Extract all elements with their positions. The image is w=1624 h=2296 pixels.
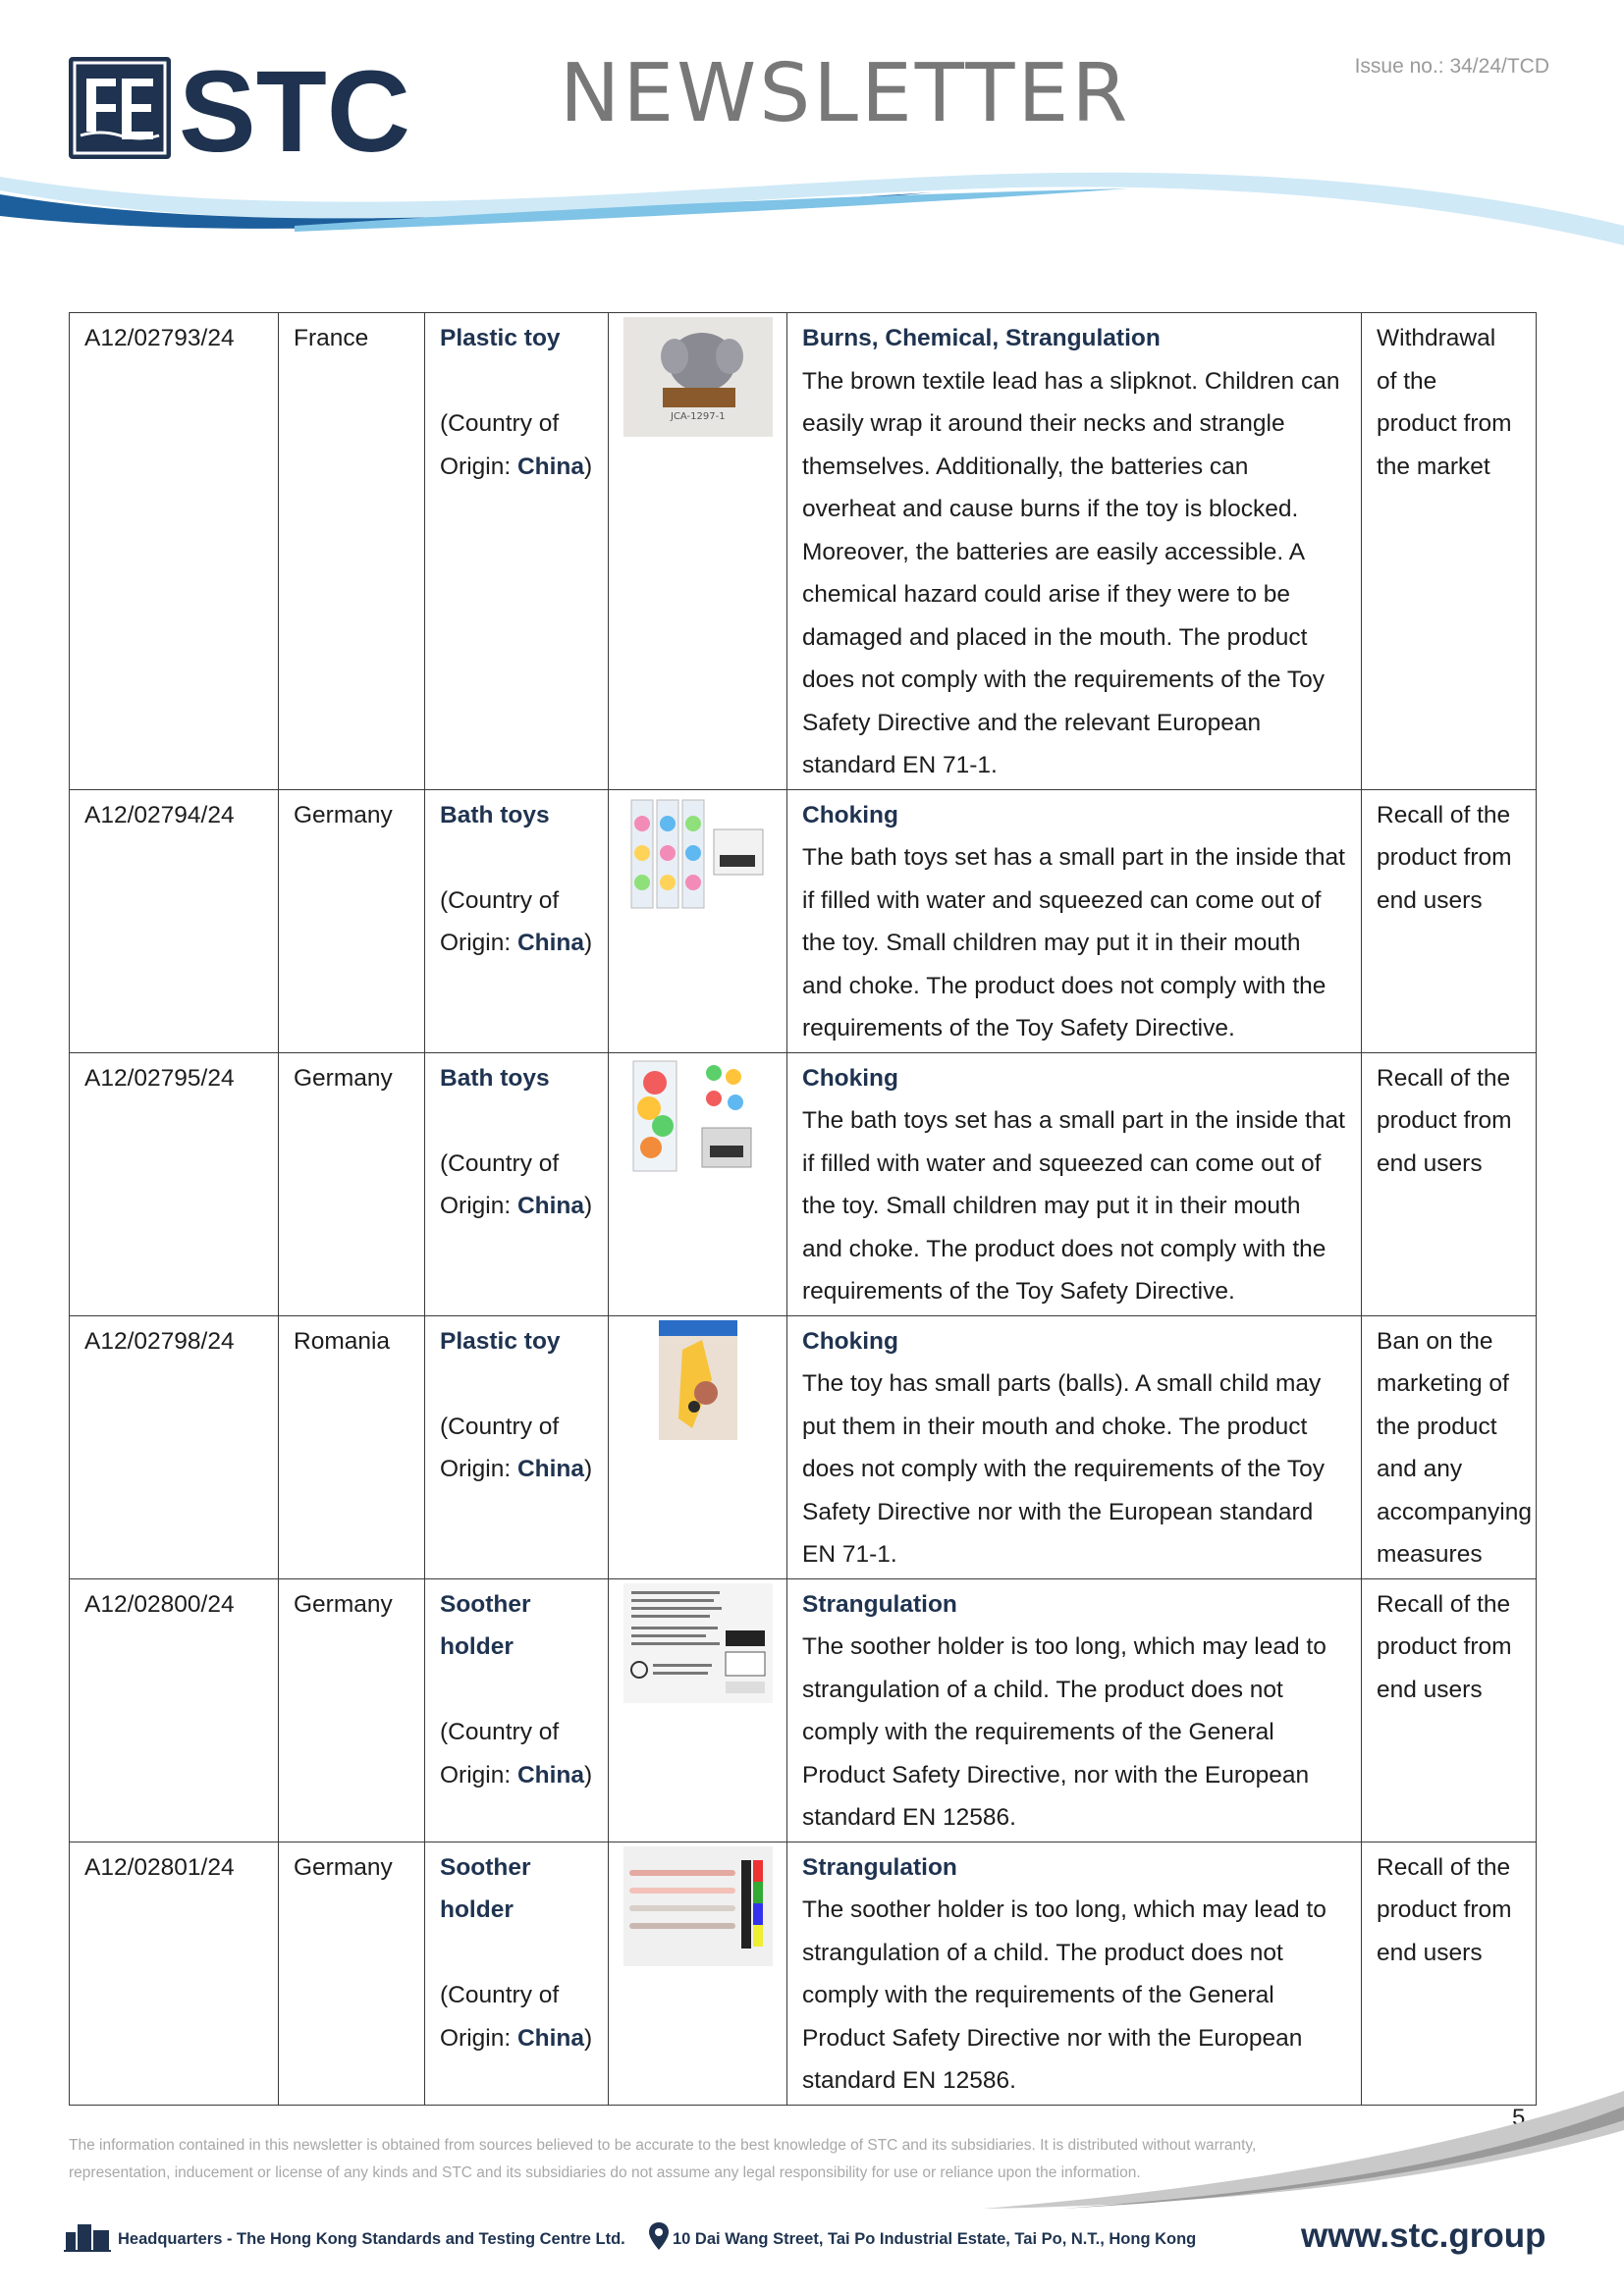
product-photo-cell bbox=[609, 1578, 787, 1842]
risk-description: The soother holder is too long, which may lead to strangulation of a child. The product does not comply with the requirements of the General Product Safety Directive, nor with the European standard EN 12586. bbox=[802, 1633, 1326, 1831]
risk-type: Strangulation bbox=[802, 1590, 957, 1618]
table-row bbox=[70, 1842, 1537, 2105]
risk-type: Choking bbox=[802, 1327, 898, 1355]
origin-close: ) bbox=[584, 2024, 593, 2052]
soother-holder-clips-photo bbox=[623, 1846, 773, 1966]
table-row bbox=[70, 1578, 1537, 1842]
origin-label: (Country of Origin: bbox=[440, 1149, 560, 1219]
product-name: Soother holder bbox=[440, 1590, 531, 1660]
product-photo-cell bbox=[609, 1052, 787, 1315]
origin-label: (Country of Origin: bbox=[440, 410, 560, 480]
grey-elephant-plush-toy-photo bbox=[623, 317, 773, 437]
product-cell bbox=[425, 789, 609, 1052]
notifying-country: Germany bbox=[279, 1578, 425, 1842]
table-row bbox=[70, 789, 1537, 1052]
bath-toys-tubes-photo bbox=[623, 794, 773, 914]
measures-taken: Recall of the product from end users bbox=[1362, 1842, 1537, 2105]
product-photo-cell bbox=[609, 313, 787, 790]
reference-number: A12/02794/24 bbox=[70, 789, 279, 1052]
bath-toys-colorful-photo bbox=[623, 1057, 773, 1177]
origin-country: China bbox=[516, 1456, 585, 1482]
risk-type: Burns, Chemical, Strangulation bbox=[802, 325, 1161, 351]
risk-cell bbox=[787, 1052, 1362, 1315]
origin-country: China bbox=[516, 930, 585, 956]
notifying-country: Germany bbox=[279, 789, 425, 1052]
risk-cell bbox=[787, 1842, 1362, 2105]
product-name: Plastic toy bbox=[440, 325, 561, 351]
risk-cell bbox=[787, 1315, 1362, 1578]
origin-close: ) bbox=[584, 930, 593, 956]
page-footer bbox=[64, 2216, 1556, 2266]
issue-number: Issue no.: 34/24/TCD bbox=[1354, 55, 1549, 78]
table-row bbox=[70, 1315, 1537, 1578]
disclaimer: The information contained in this newsletter is obtained from sources believed to be accurate to the best knowledge of STC and its subsidiaries. It is distributed without warranty, representation, inducement or license of any kinds and STC and its subsidiaries do not assume any legal responsibility for use or reliance upon the information. bbox=[69, 2137, 1257, 2181]
header-wave bbox=[0, 167, 1624, 265]
product-name: Plastic toy bbox=[440, 1327, 561, 1355]
notifying-country: France bbox=[279, 313, 425, 790]
risk-description: The toy has small parts (balls). A small child may put them in their mouth and choke. The product does not comply with the requirements of the Toy Safety Directive nor with the European standard EN 71-1. bbox=[802, 1370, 1326, 1568]
risk-cell bbox=[787, 313, 1362, 790]
measures-taken: Recall of the product from end users bbox=[1362, 789, 1537, 1052]
product-cell bbox=[425, 1578, 609, 1842]
table-row bbox=[70, 313, 1537, 790]
origin-country: China bbox=[516, 1193, 585, 1219]
risk-description: The brown textile lead has a slipknot. Children can easily wrap it around their necks and strangle themselves. Additionally, the batteries can overheat and cause burns if the toy is blocked. Moreover, the batteries are easily accessible. A chemical hazard could arise if they were to be damaged and placed in the mouth. The product does not comply with the requirements of the Toy Safety Directive and the relevant European standard EN 71-1. bbox=[802, 367, 1340, 778]
notifying-country: Germany bbox=[279, 1842, 425, 2105]
origin-label: (Country of Origin: bbox=[440, 1719, 560, 1789]
notifying-country: Germany bbox=[279, 1052, 425, 1315]
svg-text:JCA-1297-1: JCA-1297-1 bbox=[671, 411, 726, 422]
reference-number: A12/02793/24 bbox=[70, 313, 279, 790]
address-text: 10 Dai Wang Street, Tai Po Industrial Estate, Tai Po, N.T., Hong Kong bbox=[673, 2230, 1197, 2248]
origin-country: China bbox=[516, 453, 585, 480]
measures-taken: Recall of the product from end users bbox=[1362, 1578, 1537, 1842]
origin-country: China bbox=[516, 1761, 585, 1789]
origin-label: (Country of Origin: bbox=[440, 1413, 560, 1482]
reference-number: A12/02801/24 bbox=[70, 1842, 279, 2105]
measures-taken: Ban on the marketing of the product and any accompanying measures bbox=[1362, 1315, 1537, 1578]
product-photo-cell bbox=[609, 1842, 787, 2105]
reference-number: A12/02800/24 bbox=[70, 1578, 279, 1842]
page-header bbox=[0, 0, 1624, 265]
product-photo-cell bbox=[609, 789, 787, 1052]
origin-country: China bbox=[516, 2024, 585, 2052]
origin-close: ) bbox=[584, 1761, 593, 1789]
risk-type: Choking bbox=[802, 801, 898, 828]
table-row bbox=[70, 1052, 1537, 1315]
building-icon bbox=[64, 2220, 111, 2252]
risk-cell bbox=[787, 1578, 1362, 1842]
origin-close: ) bbox=[584, 1193, 593, 1219]
website-link[interactable]: www.stc.group bbox=[1301, 2216, 1546, 2255]
notifying-country: Romania bbox=[279, 1315, 425, 1578]
risk-cell bbox=[787, 789, 1362, 1052]
product-photo-cell bbox=[609, 1315, 787, 1578]
location-pin-icon bbox=[649, 2222, 669, 2250]
stc-logo bbox=[69, 57, 461, 163]
product-cell bbox=[425, 1315, 609, 1578]
logo-text: STC bbox=[179, 57, 410, 163]
soother-holder-label-photo bbox=[623, 1583, 773, 1703]
risk-description: The bath toys set has a small part in the inside that if filled with water and squeezed can come out of the toy. Small children may put it in their mouth and choke. The product does not comply with the requirements of the Toy Safety Directive. bbox=[802, 1107, 1345, 1305]
risk-type: Strangulation bbox=[802, 1853, 957, 1881]
headquarters-text: Headquarters - The Hong Kong Standards and Testing Centre Ltd. bbox=[118, 2230, 625, 2248]
product-name: Bath toys bbox=[440, 1064, 550, 1092]
product-name: Bath toys bbox=[440, 801, 550, 828]
product-name: Soother holder bbox=[440, 1853, 531, 1923]
risk-description: The soother holder is too long, which may lead to strangulation of a child. The product does not comply with the requirements of the General Product Safety Directive nor with the European standard EN 12586. bbox=[802, 1896, 1326, 2094]
origin-label: (Country of Origin: bbox=[440, 886, 560, 956]
origin-close: ) bbox=[584, 1456, 593, 1482]
risk-description: The bath toys set has a small part in the inside that if filled with water and squeezed can come out of the toy. Small children may put it in their mouth and choke. The product does not comply with the requirements of the Toy Safety Directive. bbox=[802, 844, 1345, 1041]
risk-type: Choking bbox=[802, 1064, 898, 1092]
page-number: 5 bbox=[1512, 2105, 1526, 2131]
plastic-toy-blister-pack-photo bbox=[623, 1320, 773, 1440]
recall-table bbox=[69, 312, 1537, 2106]
product-cell bbox=[425, 1052, 609, 1315]
measures-taken: Withdrawal of the product from the market bbox=[1362, 313, 1537, 790]
measures-taken: Recall of the product from end users bbox=[1362, 1052, 1537, 1315]
product-cell bbox=[425, 1842, 609, 2105]
reference-number: A12/02798/24 bbox=[70, 1315, 279, 1578]
origin-label: (Country of Origin: bbox=[440, 1982, 560, 2052]
reference-number: A12/02795/24 bbox=[70, 1052, 279, 1315]
product-cell bbox=[425, 313, 609, 790]
origin-close: ) bbox=[584, 453, 593, 480]
newsletter-title: NEWSLETTER bbox=[560, 47, 1131, 140]
